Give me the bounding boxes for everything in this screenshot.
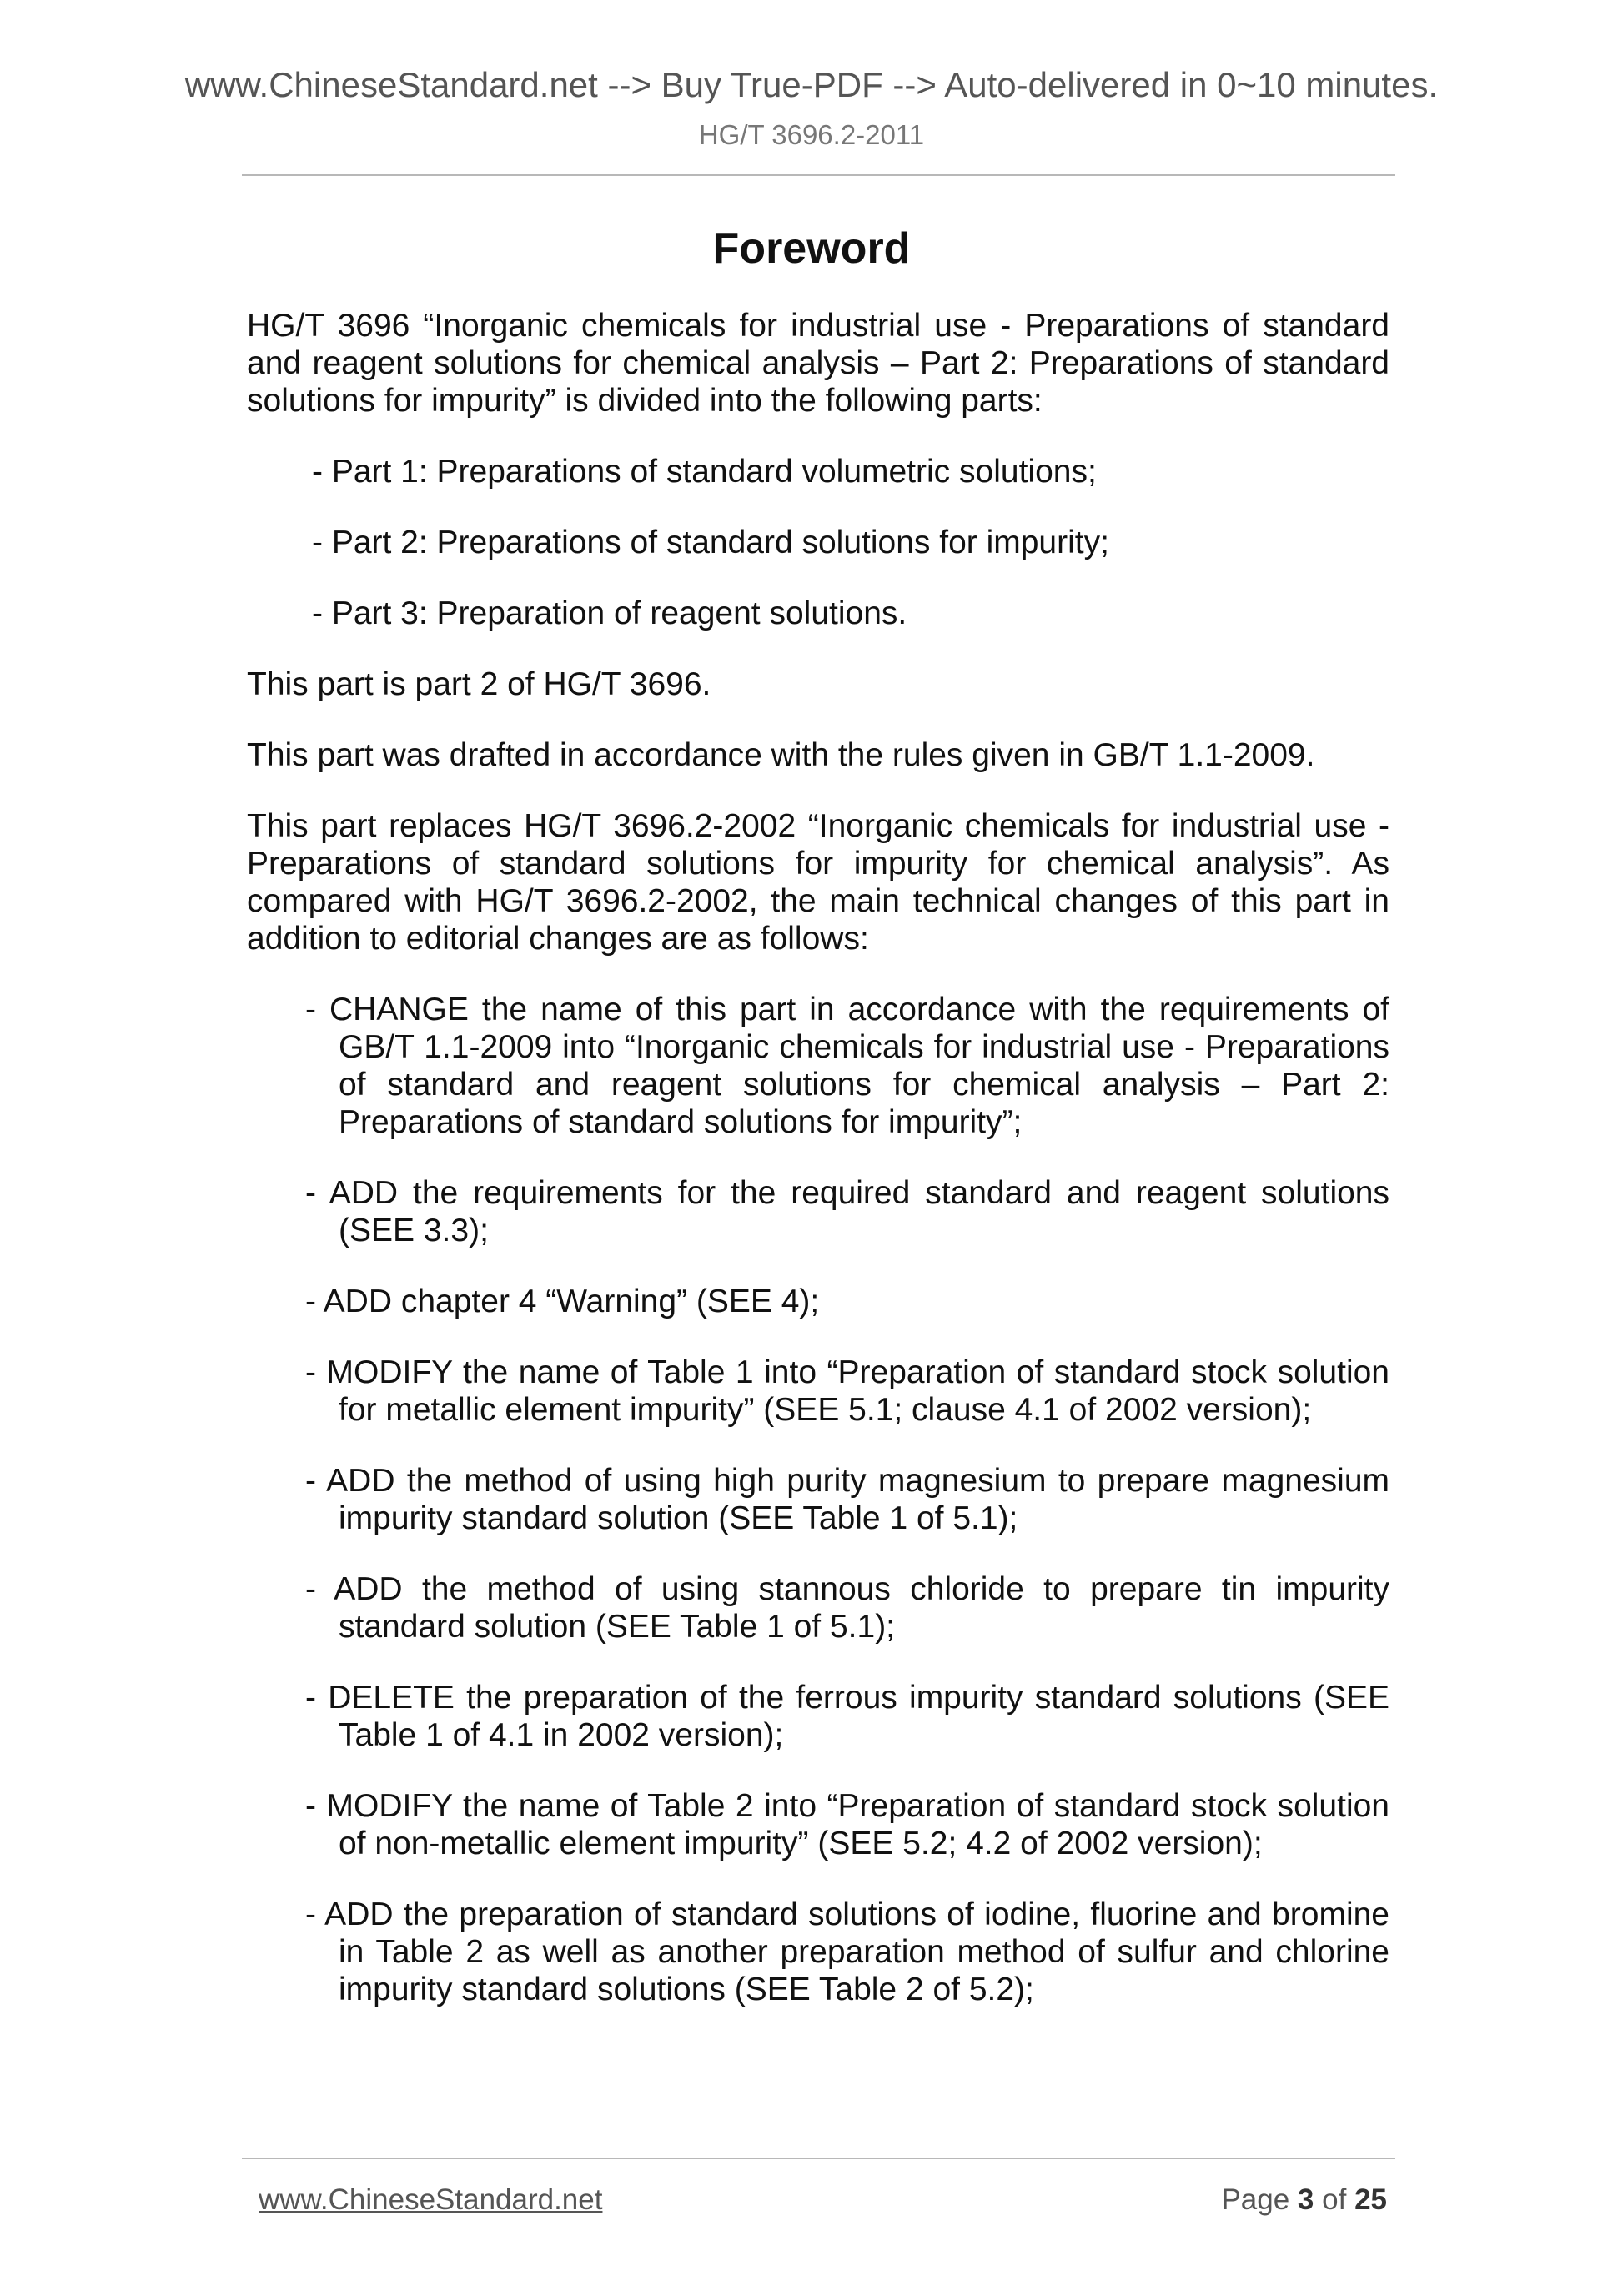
body-content [247,307,1389,2042]
replacement-statement: This part replaces HG/T 3696.2-2002 “Inorganic chemicals for industrial use - Preparations of standard solutions for impurity for chemical analysis”. As compared with HG/T 3696.2-2002, the main technical changes of this part in addition to editorial changes are as follows: [247,808,1389,957]
parts-list [247,453,1389,632]
change-item: - ADD chapter 4 “Warning” (SEE 4); [305,1284,820,1319]
promo-banner[interactable]: www.ChineseStandard.net --> Buy True-PDF --> Auto-delivered in 0~10 minutes. [184,65,1439,104]
part-item: - Part 1: Preparations of standard volumetric solutions; [312,454,1097,490]
change-item: - ADD the preparation of standard solutions of iodine, fluorine and bromine in Table 2 as well as another preparation method of sulfur and chlorine impurity standard solutions (SEE Table 2 of 5.2); [305,1897,1389,2007]
change-item: - MODIFY the name of Table 1 into “Preparation of standard stock solution for metallic element impurity” (SEE 5.1; clause 4.1 of 2002 version); [305,1354,1389,1428]
change-item: - CHANGE the name of this part in accordance with the requirements of GB/T 1.1-2009 into “Inorganic chemicals for industrial use - Preparations of standard and reagent solutions for chemical analysis – Part 2: Preparations of standard solutions for impurity”; [305,992,1389,1140]
standard-id: HG/T 3696.2-2011 [698,119,925,150]
change-item: - MODIFY the name of Table 2 into “Preparation of standard stock solution of non-metallic element impurity” (SEE 5.2; 4.2 of 2002 version); [305,1788,1389,1861]
change-item: - ADD the method of using high purity magnesium to prepare magnesium impurity standard solution (SEE Table 1 of 5.1); [305,1463,1389,1536]
header-divider [242,174,1395,176]
page-of-word: of [1322,2183,1347,2216]
page-total: 25 [1354,2183,1387,2216]
drafting-statement: This part was drafted in accordance with the rules given in GB/T 1.1-2009. [247,737,1315,773]
page-current: 3 [1297,2183,1314,2216]
part-item: - Part 3: Preparation of reagent solutions. [312,595,907,631]
footer-divider [242,2158,1395,2159]
footer-site-link[interactable]: www.ChineseStandard.net [259,2183,603,2216]
part-item: - Part 2: Preparations of standard solutions for impurity; [312,525,1109,560]
page-word: Page [1221,2183,1290,2216]
change-item: - ADD the requirements for the required standard and reagent solutions (SEE 3.3); [305,1175,1389,1248]
change-item: - DELETE the preparation of the ferrous impurity standard solutions (SEE Table 1 of 4.1 in 2002 version); [305,1680,1389,1753]
page-title: Foreword [712,224,911,273]
change-item: - ADD the method of using stannous chloride to prepare tin impurity standard solution (SEE Table 1 of 5.1); [305,1571,1389,1645]
part-statement: This part is part 2 of HG/T 3696. [247,666,711,702]
intro-paragraph: HG/T 3696 “Inorganic chemicals for industrial use - Preparations of standard and reagent solutions for chemical analysis – Part 2: Preparations of standard solutions for impurity” is divided into the following parts: [247,308,1389,419]
changes-list [247,991,1389,2008]
page-number [1221,2183,1387,2217]
